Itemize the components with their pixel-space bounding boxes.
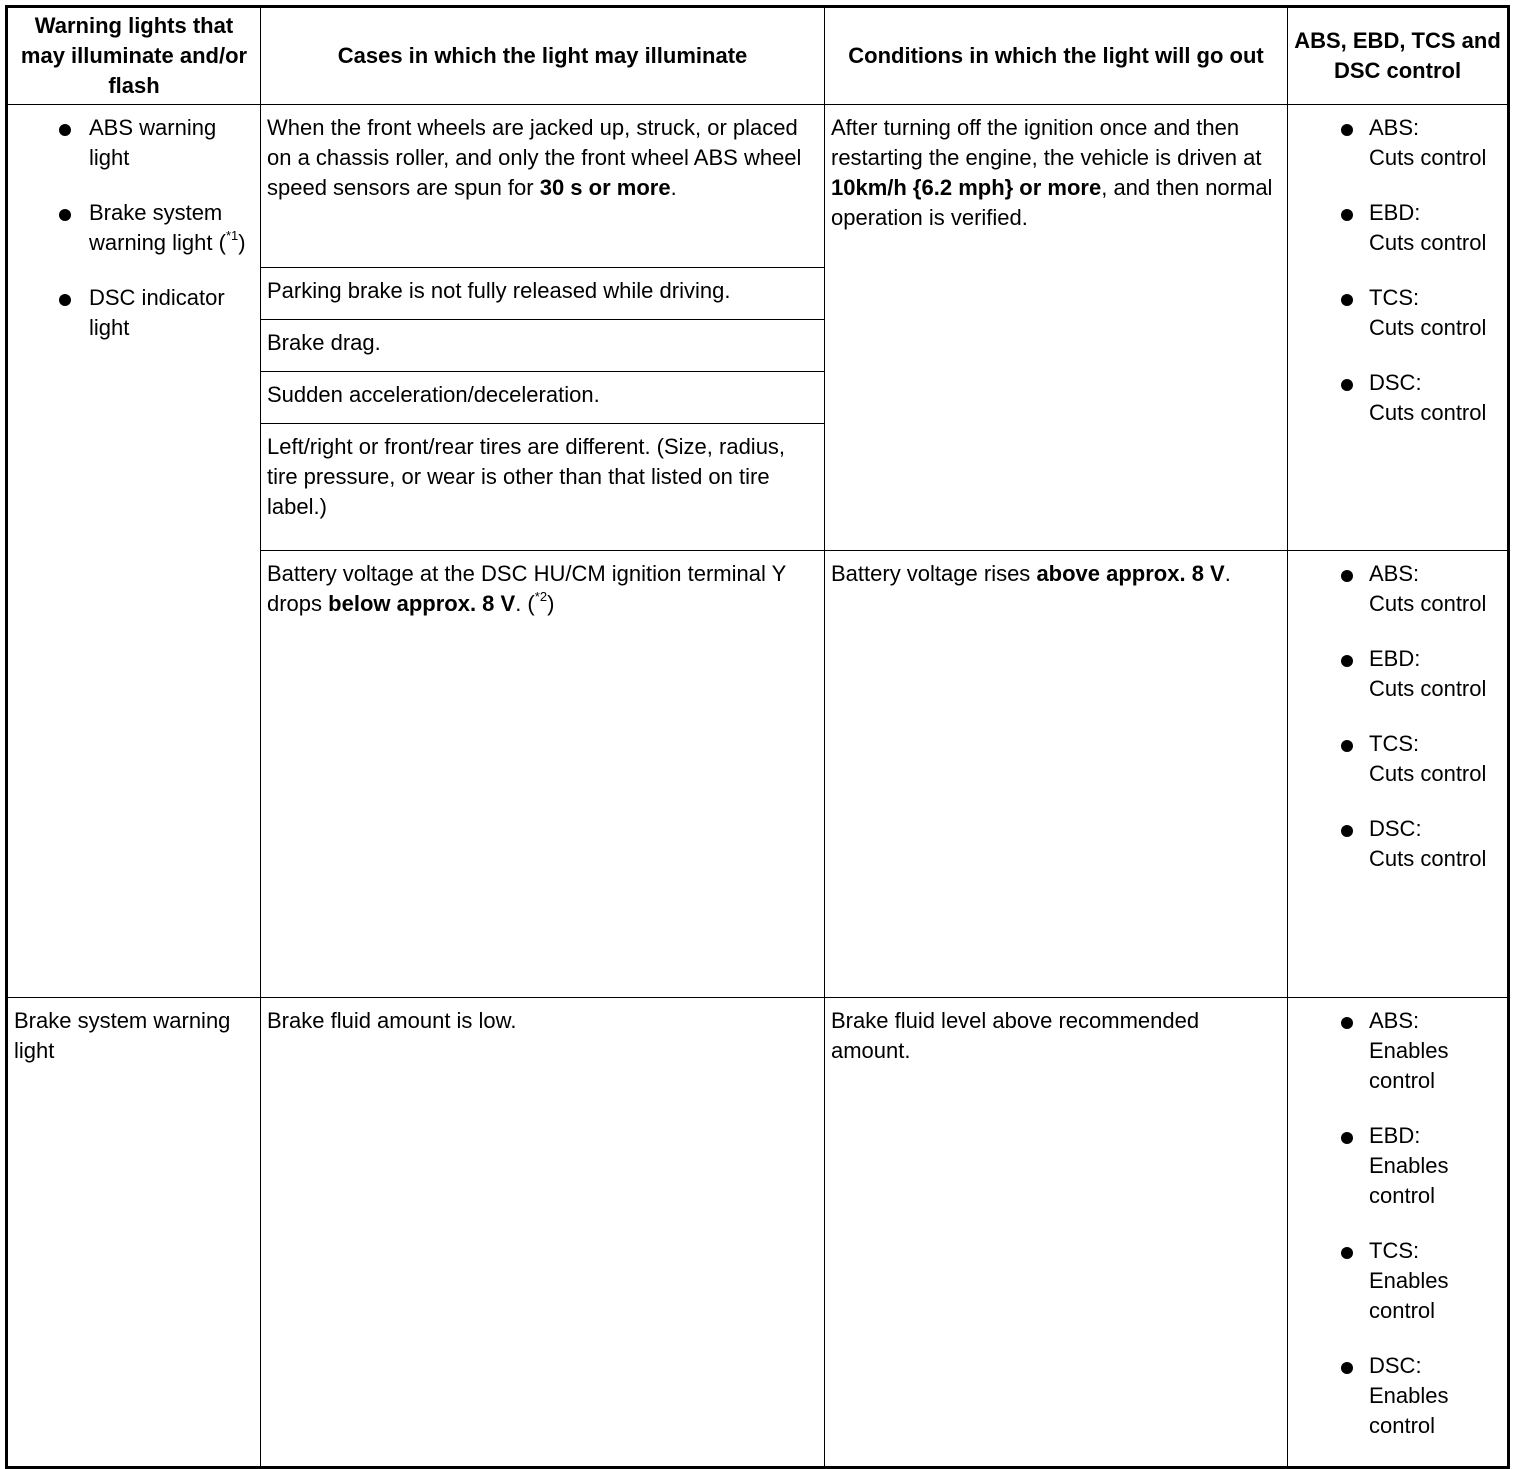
- bullet-icon: [1341, 294, 1353, 306]
- case-paren-close: ): [547, 591, 555, 616]
- control-action: Enables control: [1369, 1153, 1449, 1208]
- condition-cell: Brake fluid level above recommended amount.: [825, 998, 1288, 1468]
- control-action: Enables control: [1369, 1383, 1449, 1438]
- bullet-icon: [1341, 124, 1353, 136]
- control-action: Enables control: [1369, 1268, 1449, 1323]
- list-item: [14, 283, 254, 343]
- list-item: [1294, 814, 1501, 874]
- condition-emphasis: above approx. 8 V: [1036, 561, 1225, 586]
- header-row: [7, 7, 1509, 105]
- control-name: DSC:: [1369, 1353, 1422, 1378]
- bullet-icon: [59, 124, 71, 136]
- control-name: TCS:: [1369, 1238, 1420, 1263]
- bullet-icon: [1341, 1362, 1353, 1374]
- header-control: ABS, EBD, TCS and DSC control: [1288, 7, 1509, 105]
- light-label: ABS warning light: [89, 115, 217, 170]
- case-cell: Brake drag.: [261, 320, 825, 372]
- footnote-ref: *2: [534, 588, 548, 604]
- control-name: EBD:: [1369, 1123, 1421, 1148]
- control-action: Cuts control: [1369, 145, 1487, 170]
- header-cases: Cases in which the light may illuminate: [261, 7, 825, 105]
- control-action: Cuts control: [1369, 676, 1487, 701]
- control-cell: [1288, 105, 1509, 551]
- header-warning-lights: Warning lights that may illuminate and/or flash: [7, 7, 261, 105]
- list-item: [1294, 644, 1501, 704]
- list-item: [1294, 198, 1501, 258]
- list-item: [1294, 1006, 1501, 1096]
- control-action: Cuts control: [1369, 400, 1487, 425]
- condition-text: After turning off the ignition once and then restarting the engine, the vehicle is driven at: [831, 115, 1262, 170]
- case-cell: Left/right or front/rear tires are different. (Size, radius, tire pressure, or wear is other than that listed on tire label.): [261, 424, 825, 551]
- bullet-icon: [1341, 825, 1353, 837]
- header-conditions: Conditions in which the light will go out: [825, 7, 1288, 105]
- control-name: EBD:: [1369, 200, 1421, 225]
- control-cell: [1288, 551, 1509, 998]
- list-item: [1294, 368, 1501, 428]
- control-action: Cuts control: [1369, 315, 1487, 340]
- case-cell: [261, 105, 825, 268]
- case-emphasis: below approx. 8 V: [328, 591, 516, 616]
- warning-lights-cell: Brake system warning light: [7, 998, 261, 1468]
- warning-lights-cell: [7, 105, 261, 998]
- case-cell: Parking brake is not fully released while driving.: [261, 268, 825, 320]
- paren-close: ): [238, 230, 246, 255]
- bullet-icon: [1341, 1247, 1353, 1259]
- list-item: [14, 198, 254, 258]
- control-action: Enables control: [1369, 1038, 1449, 1093]
- list-item: [1294, 1351, 1501, 1441]
- table-row: [7, 105, 1509, 268]
- control-list: [1294, 113, 1501, 428]
- case-text: Battery voltage at the DSC HU/CM ignition terminal Y drops: [267, 561, 786, 616]
- control-action: Cuts control: [1369, 591, 1487, 616]
- bullet-icon: [1341, 1017, 1353, 1029]
- case-cell: [261, 551, 825, 998]
- control-name: ABS:: [1369, 561, 1420, 586]
- list-item: [1294, 729, 1501, 789]
- control-action: Cuts control: [1369, 761, 1487, 786]
- list-item: [1294, 283, 1501, 343]
- list-item: [1294, 113, 1501, 173]
- warning-lights-list: [14, 113, 254, 343]
- bullet-icon: [59, 209, 71, 221]
- bullet-icon: [1341, 570, 1353, 582]
- list-item: [1294, 1236, 1501, 1326]
- case-punct: .: [670, 175, 677, 200]
- table-row: [7, 998, 1509, 1468]
- light-label: DSC indicator light: [89, 285, 225, 340]
- control-name: ABS:: [1369, 115, 1420, 140]
- case-cell: Brake fluid amount is low.: [261, 998, 825, 1468]
- condition-emphasis: 10km/h {6.2 mph} or more: [831, 175, 1102, 200]
- case-text: When the front wheels are jacked up, struck, or placed on a chassis roller, and only the front wheel ABS wheel speed sensors are spun for: [267, 115, 802, 200]
- list-item: [1294, 1121, 1501, 1211]
- bullet-icon: [59, 294, 71, 306]
- control-name: DSC:: [1369, 816, 1422, 841]
- list-item: [1294, 559, 1501, 619]
- condition-cell: [825, 551, 1288, 998]
- control-name: ABS:: [1369, 1008, 1420, 1033]
- control-name: TCS:: [1369, 731, 1420, 756]
- control-list: [1294, 1006, 1501, 1441]
- control-cell: [1288, 998, 1509, 1468]
- case-cell: Sudden acceleration/deceleration.: [261, 372, 825, 424]
- light-label: Brake system warning light (: [89, 200, 226, 255]
- bullet-icon: [1341, 1132, 1353, 1144]
- warning-light-table: [5, 5, 1510, 1469]
- control-name: DSC:: [1369, 370, 1422, 395]
- control-action: Cuts control: [1369, 846, 1487, 871]
- bullet-icon: [1341, 379, 1353, 391]
- bullet-icon: [1341, 655, 1353, 667]
- footnote-ref: *1: [225, 227, 239, 243]
- condition-punct: .: [1224, 561, 1231, 586]
- case-punct: . (: [515, 591, 535, 616]
- condition-text: Battery voltage rises: [831, 561, 1037, 586]
- case-emphasis: 30 s or more: [539, 175, 671, 200]
- control-list: [1294, 559, 1501, 874]
- control-name: TCS:: [1369, 285, 1420, 310]
- condition-text-end: , and then normal operation is verified.: [831, 175, 1273, 230]
- condition-cell: [825, 105, 1288, 551]
- bullet-icon: [1341, 209, 1353, 221]
- control-action: Cuts control: [1369, 230, 1487, 255]
- list-item: [14, 113, 254, 173]
- control-name: EBD:: [1369, 646, 1421, 671]
- bullet-icon: [1341, 740, 1353, 752]
